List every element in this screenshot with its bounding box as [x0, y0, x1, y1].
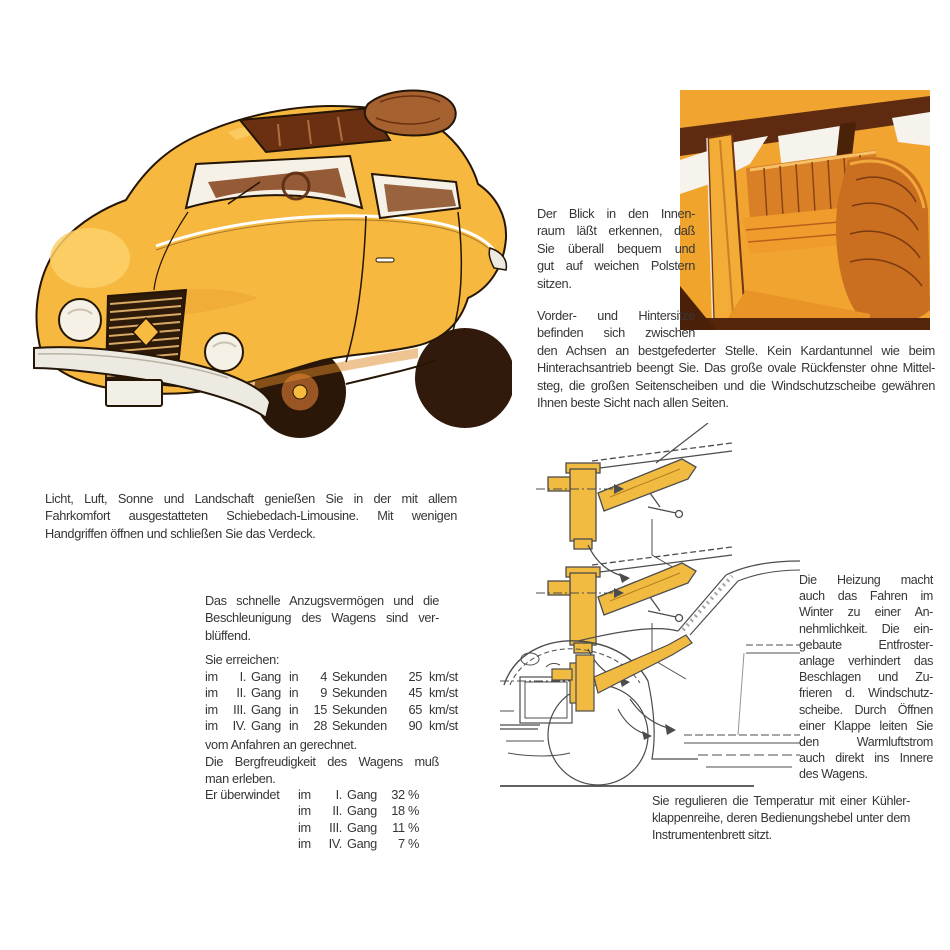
front-seat-backrest: [836, 157, 930, 324]
climb-lead: Er überwindet: [205, 787, 280, 802]
seating-paragraph-narrow: [537, 307, 695, 342]
car-illustration: [28, 62, 512, 442]
text-line: man erleben.: [205, 771, 276, 787]
text-line: auch direkt ins Innere: [799, 751, 933, 766]
text-line: gebaute Entfroster-: [799, 637, 933, 652]
seating-paragraph-wide: [537, 342, 935, 412]
text-line: Handgriffen öffnen und schließen Sie das Verdeck.: [45, 525, 316, 541]
text-line: Ihnen beste Sicht nach allen Seiten.: [537, 395, 729, 411]
acceleration-note: vom Anfahren an gerechnet.: [205, 737, 357, 752]
climb-row: Er überwindet im I. Gang 32 %: [205, 787, 419, 802]
text-line: Winter zu einer An-: [799, 605, 933, 620]
text-line: Die Heizung macht: [799, 573, 933, 587]
door-handle: [376, 258, 394, 262]
text-line: den Achsen an bestgefederter Stelle. Kein Kardantunnel wie beim: [537, 343, 935, 358]
text-line: klappenreihe, deren Bedienungshebel unter dem: [652, 811, 910, 825]
text-line: Vorder- und Hintersitze: [537, 308, 695, 323]
text-line: blüffend.: [205, 627, 251, 643]
text-line: Fahrkomfort ausgestatteten Schiebedach-Limousine. Mit wenigen: [45, 508, 457, 524]
text-line: den Warmluftstrom: [799, 735, 933, 750]
gear-row: im I. Gang in 4 Sekunden 25 km/st: [205, 669, 458, 684]
text-line: Das schnelle Anzugsvermögen und die: [205, 593, 439, 608]
text-line: Beschleunigung des Wagens sind ver-: [205, 610, 439, 626]
text-line: Licht, Luft, Sonne und Landschaft genießen Sie in der mit allem: [45, 491, 457, 506]
text-line: Beschlagen und Zu-: [799, 670, 933, 685]
text-line: steg, die großen Seitenscheiben und die Windschutzscheibe gewähren: [537, 377, 935, 393]
climb-table: [205, 787, 419, 853]
acceleration-table: [205, 669, 458, 735]
heater-diagram: [500, 423, 800, 789]
text-line: frieren d. Windschutz-: [799, 686, 933, 701]
acceleration-heading: Sie erreichen:: [205, 652, 280, 667]
rear-wheel: [415, 328, 512, 428]
temperature-caption: [652, 793, 910, 844]
text-line: scheibe. Durch Öffnen: [799, 702, 933, 717]
heating-paragraph: [799, 572, 933, 783]
text-line: sitzen.: [537, 275, 572, 291]
gear-row: im III. Gang in 15 Sekunden 65 km/st: [205, 701, 458, 717]
text-line: einer Klappe leiten Sie: [799, 718, 933, 733]
text-line: gut auf weichen Polstern: [537, 258, 695, 274]
sunroof-paragraph: [45, 490, 457, 542]
text-line: anlage verhindert das: [799, 654, 933, 669]
text-line: Sie überall bequem und: [537, 240, 695, 256]
text-line: nehmlichkeit. Die ein-: [799, 621, 933, 636]
headlight-right: [205, 333, 243, 371]
interior-intro-paragraph: [537, 205, 695, 292]
interior-illustration: [680, 90, 930, 330]
gear-row: im II. Gang in 9 Sekunden 45 km/st: [205, 685, 458, 701]
headlight-left: [59, 299, 101, 341]
text-line: Die Bergfreudigkeit des Wagens muß: [205, 754, 439, 769]
folded-sunroof-canvas: [365, 90, 456, 135]
text-line: Instrumentenbrett sitzt.: [652, 828, 772, 842]
text-line: auch das Fahren im: [799, 589, 933, 604]
text-line: raum läßt erkennen, daß: [537, 223, 695, 239]
license-plate: [106, 380, 162, 406]
climb-row: im III. Gang 11 %: [298, 819, 419, 835]
hill-paragraph: [205, 753, 439, 788]
text-line: des Wagens.: [799, 767, 868, 782]
acceleration-paragraph: [205, 592, 439, 644]
text-line: befinden sich zwischen: [537, 325, 695, 341]
climb-row: im II. Gang 18 %: [298, 803, 419, 819]
text-line: Hinterachsantrieb beengt Sie. Das große ovale Rückfenster ohne Mittel-: [537, 360, 935, 376]
gear-row: im IV. Gang in 28 Sekunden 90 km/st: [205, 718, 458, 734]
text-line: Der Blick in den Innen-: [537, 206, 695, 221]
climb-row: im IV. Gang 7 %: [298, 836, 419, 852]
text-line: Sie regulieren die Temperatur mit einer Kühler-: [652, 794, 910, 808]
